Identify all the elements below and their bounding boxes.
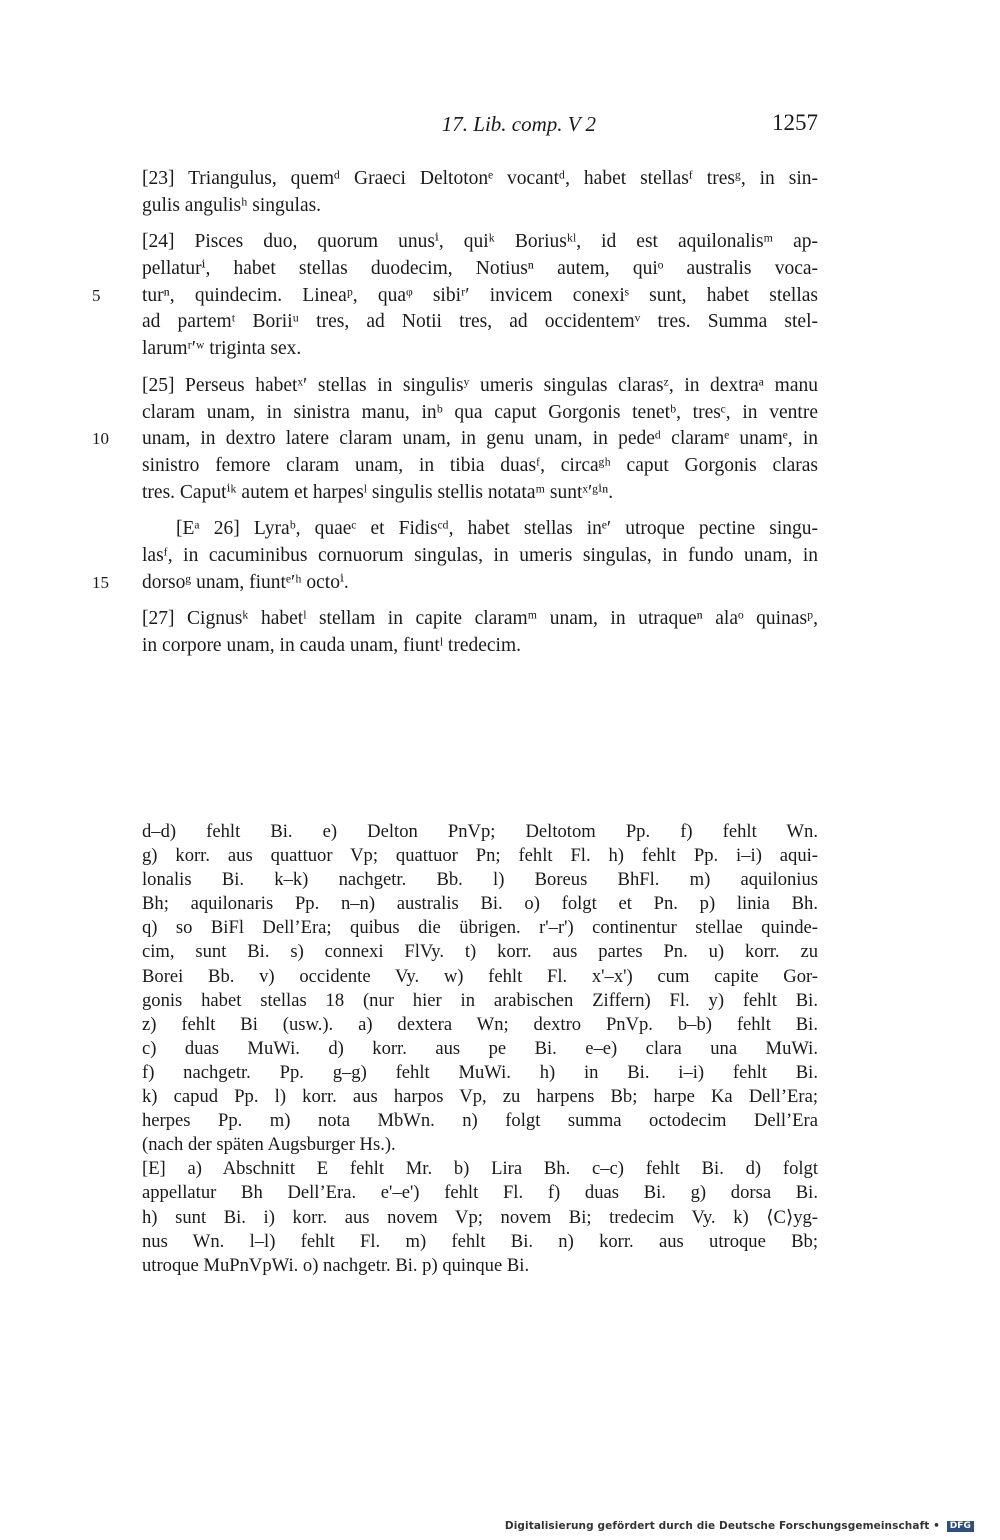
apparatus-line: appellatur Bh Dell’Era. e'–e') fehlt Fl. f) duas Bi. g) dorsa Bi. xyxy=(142,1182,818,1204)
critical-apparatus xyxy=(142,820,818,1278)
apparatus-line: utroque MuPnVpWi. o) nachgetr. Bi. p) quinque Bi. xyxy=(142,1254,530,1276)
dfg-logo: DFG xyxy=(947,1521,974,1532)
running-title: 17. Lib. comp. V 2 xyxy=(441,112,596,136)
text-line: lasᶠ, in cacuminibus cornuorum singulas, in umeris singulas, in fundo unam, in xyxy=(142,544,818,566)
line-number: 10 xyxy=(92,429,109,449)
text-line: pellaturⁱ, habet stellas duodecim, Notiusⁿ autem, quiᵒ australis voca- xyxy=(142,258,818,280)
apparatus-line: (nach der späten Augsburger Hs.). xyxy=(142,1134,396,1156)
text-line: [24] Pisces duo, quorum unusⁱ, quiᵏ Boriusᵏˡ, id est aquilonalisᵐ ap- xyxy=(142,231,818,253)
apparatus-line: g) korr. aus quattuor Vp; quattuor Pn; fehlt Fl. h) fehlt Pp. i–i) aqui- xyxy=(142,845,818,867)
text-line: tres. Caputⁱᵏ autem et harpesˡ singulis stellis notataᵐ suntˣ′ᵍⁱⁿ. xyxy=(142,481,614,503)
apparatus-line: c) duas MuWi. d) korr. aus pe Bi. e–e) clara una MuWi. xyxy=(142,1037,818,1059)
apparatus-line: d–d) fehlt Bi. e) Delton PnVp; Deltotom Pp. f) fehlt Wn. xyxy=(142,821,818,842)
apparatus-line: f) nachgetr. Pp. g–g) fehlt MuWi. h) in Bi. i–i) fehlt Bi. xyxy=(142,1061,818,1083)
apparatus-line: h) sunt Bi. i) korr. aus novem Vp; novem Bi; tredecim Vy. k) ⟨C⟩yg- xyxy=(142,1206,818,1228)
apparatus-line: z) fehlt Bi (usw.). a) dextera Wn; dextro PnVp. b–b) fehlt Bi. xyxy=(142,1013,818,1035)
line-number: 5 xyxy=(92,285,101,305)
text-line: in corpore unam, in cauda unam, fiuntˡ tredecim. xyxy=(142,635,522,656)
page-number: 1257 xyxy=(772,110,818,135)
apparatus-line: [E] a) Abschnitt E fehlt Mr. b) Lira Bh. c–c) fehlt Bi. d) folgt xyxy=(142,1158,818,1180)
apparatus-line: k) capud Pp. l) korr. aus harpos Vp, zu harpens Bb; harpe Ka Dell’Era; xyxy=(142,1086,818,1108)
text-line: ad partemᵗ Boriiᵘ tres, ad Notii tres, ad occidentemᵛ tres. Summa stel- xyxy=(142,311,818,333)
credit-text: Digitalisierung gefördert durch die Deutsche Forschungsgemeinschaft • xyxy=(504,1520,940,1532)
page-header xyxy=(142,112,818,144)
apparatus-line: nus Wn. l–l) fehlt Fl. m) fehlt Bi. n) korr. aus utroque Bb; xyxy=(142,1230,818,1252)
text-line: larumʳ′ʷ triginta sex. xyxy=(142,338,302,360)
apparatus-line: lonalis Bi. k–k) nachgetr. Bb. l) Boreus BhFl. m) aquilonius xyxy=(142,869,818,891)
text-line: 15 dorsoᵍ unam, fiuntᵉ′ʰ octoⁱ. xyxy=(142,570,818,597)
text-line: [27] Cignusᵏ habetˡ stellam in capite claramᵐ unam, in utraqueⁿ alaᵒ quinasᵖ, xyxy=(142,608,818,630)
text-line: 10 unam, in dextro latere claram unam, in genu unam, in pedeᵈ claramᵉ unamᵉ, in xyxy=(142,426,818,453)
digitization-credit xyxy=(505,1520,974,1532)
text-line: [23] Triangulus, quemᵈ Graeci Deltotonᵉ vocantᵈ, habet stellasᶠ tresᵍ, in sin- xyxy=(142,168,818,189)
line-number: 15 xyxy=(92,572,109,592)
text-line: [25] Perseus habetˣ′ stellas in singulisʸ umeris singulas clarasᶻ, in dextraᵃ manu xyxy=(142,374,818,396)
text-line: claram unam, in sinistra manu, inᵇ qua caput Gorgonis tenetᵇ, tresᶜ, in ventre xyxy=(142,401,818,423)
apparatus-line: Bh; aquilonaris Pp. n–n) australis Bi. o) folgt et Pn. p) linia Bh. xyxy=(142,893,818,915)
text-line: 5 turⁿ, quindecim. Lineaᵖ, quaᵠ sibiʳ′ invicem conexiˢ sunt, habet stellas xyxy=(142,283,818,310)
apparatus-line: herpes Pp. m) nota MbWn. n) folgt summa octodecim Dell’Era xyxy=(142,1110,818,1132)
apparatus-line: q) so BiFl Dell’Era; quibus die übrigen. r'–r') continentur stellae quinde- xyxy=(142,917,818,939)
apparatus-line: Borei Bb. v) occidente Vy. w) fehlt Fl. x'–x') cum capite Gor- xyxy=(142,965,818,987)
text-line: sinistro femore claram unam, in tibia duasᶠ, circaᵍʰ caput Gorgonis claras xyxy=(142,454,818,476)
text-line: [Eᵃ 26] Lyraᵇ, quaeᶜ et Fidisᶜᵈ, habet stellas inᵉ′ utroque pectine singu- xyxy=(176,518,818,540)
main-text xyxy=(92,166,818,660)
apparatus-line: gonis habet stellas 18 (nur hier in arabischen Ziffern) Fl. y) fehlt Bi. xyxy=(142,989,818,1011)
apparatus-line: cim, sunt Bi. s) connexi FlVy. t) korr. aus partes Pn. u) korr. zu xyxy=(142,941,818,963)
text-line: gulis angulisʰ singulas. xyxy=(142,194,322,216)
